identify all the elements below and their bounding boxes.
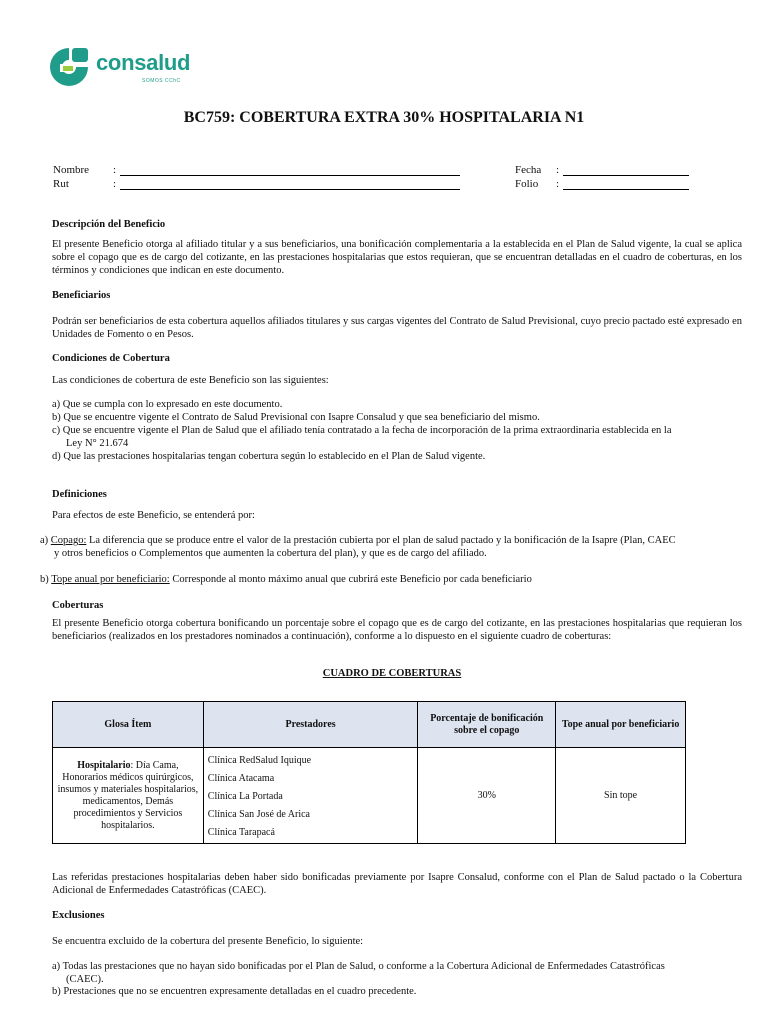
descripcion-text: El presente Beneficio otorga al afiliado titular y a sus beneficiarios, una bonificación complementaria a la establecida en el Plan de Salud vigente, la cual se aplica sobre el copago que es de cargo del cotizante, en las prestaciones hospitalarias que estos requieran, que se encuentran detalladas en el cuadro de coberturas, en los términos y condiciones que indican en este documento. <box>52 239 742 276</box>
coverage-table <box>52 701 686 844</box>
cell-porcentaje: 30% <box>418 748 556 844</box>
nombre-colon: : <box>113 164 117 176</box>
condiciones-intro: Las condiciones de cobertura de este Beneficio son las siguientes: <box>52 375 329 386</box>
nombre-field[interactable] <box>120 175 460 176</box>
condicion-d: d) Que las prestaciones hospitalarias tengan cobertura según lo establecido en el Plan de Salud vigente. <box>52 451 486 462</box>
table-title: CUADRO DE COBERTURAS <box>322 668 462 679</box>
header-tope: Tope anual por beneficiario <box>556 702 686 748</box>
folio-colon: : <box>556 178 560 190</box>
header-prestadores: Prestadores <box>203 702 418 748</box>
condicion-a: a) Que se cumpla con lo expresado en este documento. <box>52 399 283 410</box>
fecha-colon: : <box>556 164 560 176</box>
rut-field[interactable] <box>120 189 460 190</box>
nombre-label: Nombre <box>53 164 90 176</box>
coberturas-heading: Coberturas <box>52 600 104 611</box>
definicion-copago: a) Copago: La diferencia que se produce entre el valor de la prestación cubierta por el plan de salud pactado y la bonificación de la Isapre (Plan, CAEC <box>40 535 676 546</box>
cell-prestadores <box>203 748 418 844</box>
prestador-item: Clínica Tarapacá <box>207 827 275 838</box>
table-header-row <box>53 702 686 748</box>
exclusion-a-cont: (CAEC). <box>66 974 104 985</box>
beneficiarios-text: Podrán ser beneficiarios de esta cobertura aquellos afiliados titulares y sus cargas vigentes del Contrato de Salud Previsional, cuyo precio pactado esté expresado en Unidades de Fomento o en Pesos. <box>52 316 742 340</box>
condiciones-heading: Condiciones de Cobertura <box>52 353 170 364</box>
document-title: BC759: COBERTURA EXTRA 30% HOSPITALARIA N1 <box>183 109 585 126</box>
brand-tagline: SOMOS CChC <box>142 78 181 84</box>
exclusion-a: a) Todas las prestaciones que no hayan sido bonificadas por el Plan de Salud, o conforme a la Cobertura Adicional de Enfermedades Catastróficas <box>52 961 665 972</box>
condicion-b: b) Que se encuentre vigente el Contrato de Salud Previsional con Isapre Consalud y que sea beneficiario del mismo. <box>52 412 540 423</box>
rut-label: Rut <box>53 178 69 190</box>
descripcion-heading: Descripción del Beneficio <box>52 219 166 230</box>
exclusiones-intro: Se encuentra excluido de la cobertura del presente Beneficio, lo siguiente: <box>52 936 364 947</box>
definiciones-intro: Para efectos de este Beneficio, se entenderá por: <box>52 510 255 521</box>
definicion-copago-cont: y otros beneficios o Complementos que aumenten la cobertura del plan), y que es de cargo del afiliado. <box>54 548 487 559</box>
exclusiones-heading: Exclusiones <box>52 910 105 921</box>
coberturas-text: El presente Beneficio otorga cobertura bonificando un porcentaje sobre el copago que es de cargo del cotizante, en las prestaciones hospitalarias que requieran los beneficiarios (realizados en los prestadores nominados a continuación), conforme a lo dispuesto en el siguiente cuadro de coberturas: <box>52 618 742 642</box>
definicion-tope: b) Tope anual por beneficiario: Corresponde al monto máximo anual que cubrirá este Beneficio por cada beneficiario <box>40 574 532 585</box>
consalud-logo-icon <box>46 44 92 90</box>
prestador-item: Clínica San José de Arica <box>207 809 310 820</box>
prestador-item: Clínica La Portada <box>207 791 283 802</box>
beneficiarios-heading: Beneficiarios <box>52 290 111 301</box>
folio-field[interactable] <box>563 189 689 190</box>
prestador-item: Clínica RedSalud Iquique <box>207 755 312 766</box>
cell-tope: Sin tope <box>556 748 686 844</box>
cell-glosa: Hospitalario: Día Cama, Honorarios médicos quirúrgicos, insumos y materiales hospitalarios, medicamentos, Demás procedimientos y Servicios hospitalarios. <box>53 748 204 844</box>
header-porcentaje: Porcentaje de bonificación sobre el copago <box>418 702 556 748</box>
nota-text: Las referidas prestaciones hospitalarias deben haber sido bonificadas previamente por Isapre Consalud, conforme con el Plan de Salud pactado o la Cobertura Adicional de Enfermedades Catastróficas (CAEC). <box>52 872 742 896</box>
consalud-logo <box>46 44 196 90</box>
exclusion-b: b) Prestaciones que no se encuentren expresamente detalladas en el cuadro precedente. <box>52 986 417 997</box>
folio-label: Folio <box>515 178 539 190</box>
fecha-field[interactable] <box>563 175 689 176</box>
copago-term: Copago: <box>50 535 87 546</box>
rut-colon: : <box>113 178 117 190</box>
table-row <box>53 748 686 844</box>
condicion-c: c) Que se encuentre vigente el Plan de Salud que el afiliado tenía contratado a la fecha de incorporación de la prima extraordinaria establecida en la <box>52 425 672 436</box>
prestador-item: Clínica Atacama <box>207 773 275 784</box>
header-glosa: Glosa Ítem <box>53 702 204 748</box>
definiciones-heading: Definiciones <box>52 489 107 500</box>
fecha-label: Fecha <box>515 164 542 176</box>
brand-name: consalud <box>96 50 191 75</box>
condicion-c-law: Ley N° 21.674 <box>66 438 129 449</box>
tope-term: Tope anual por beneficiario: <box>51 574 170 585</box>
